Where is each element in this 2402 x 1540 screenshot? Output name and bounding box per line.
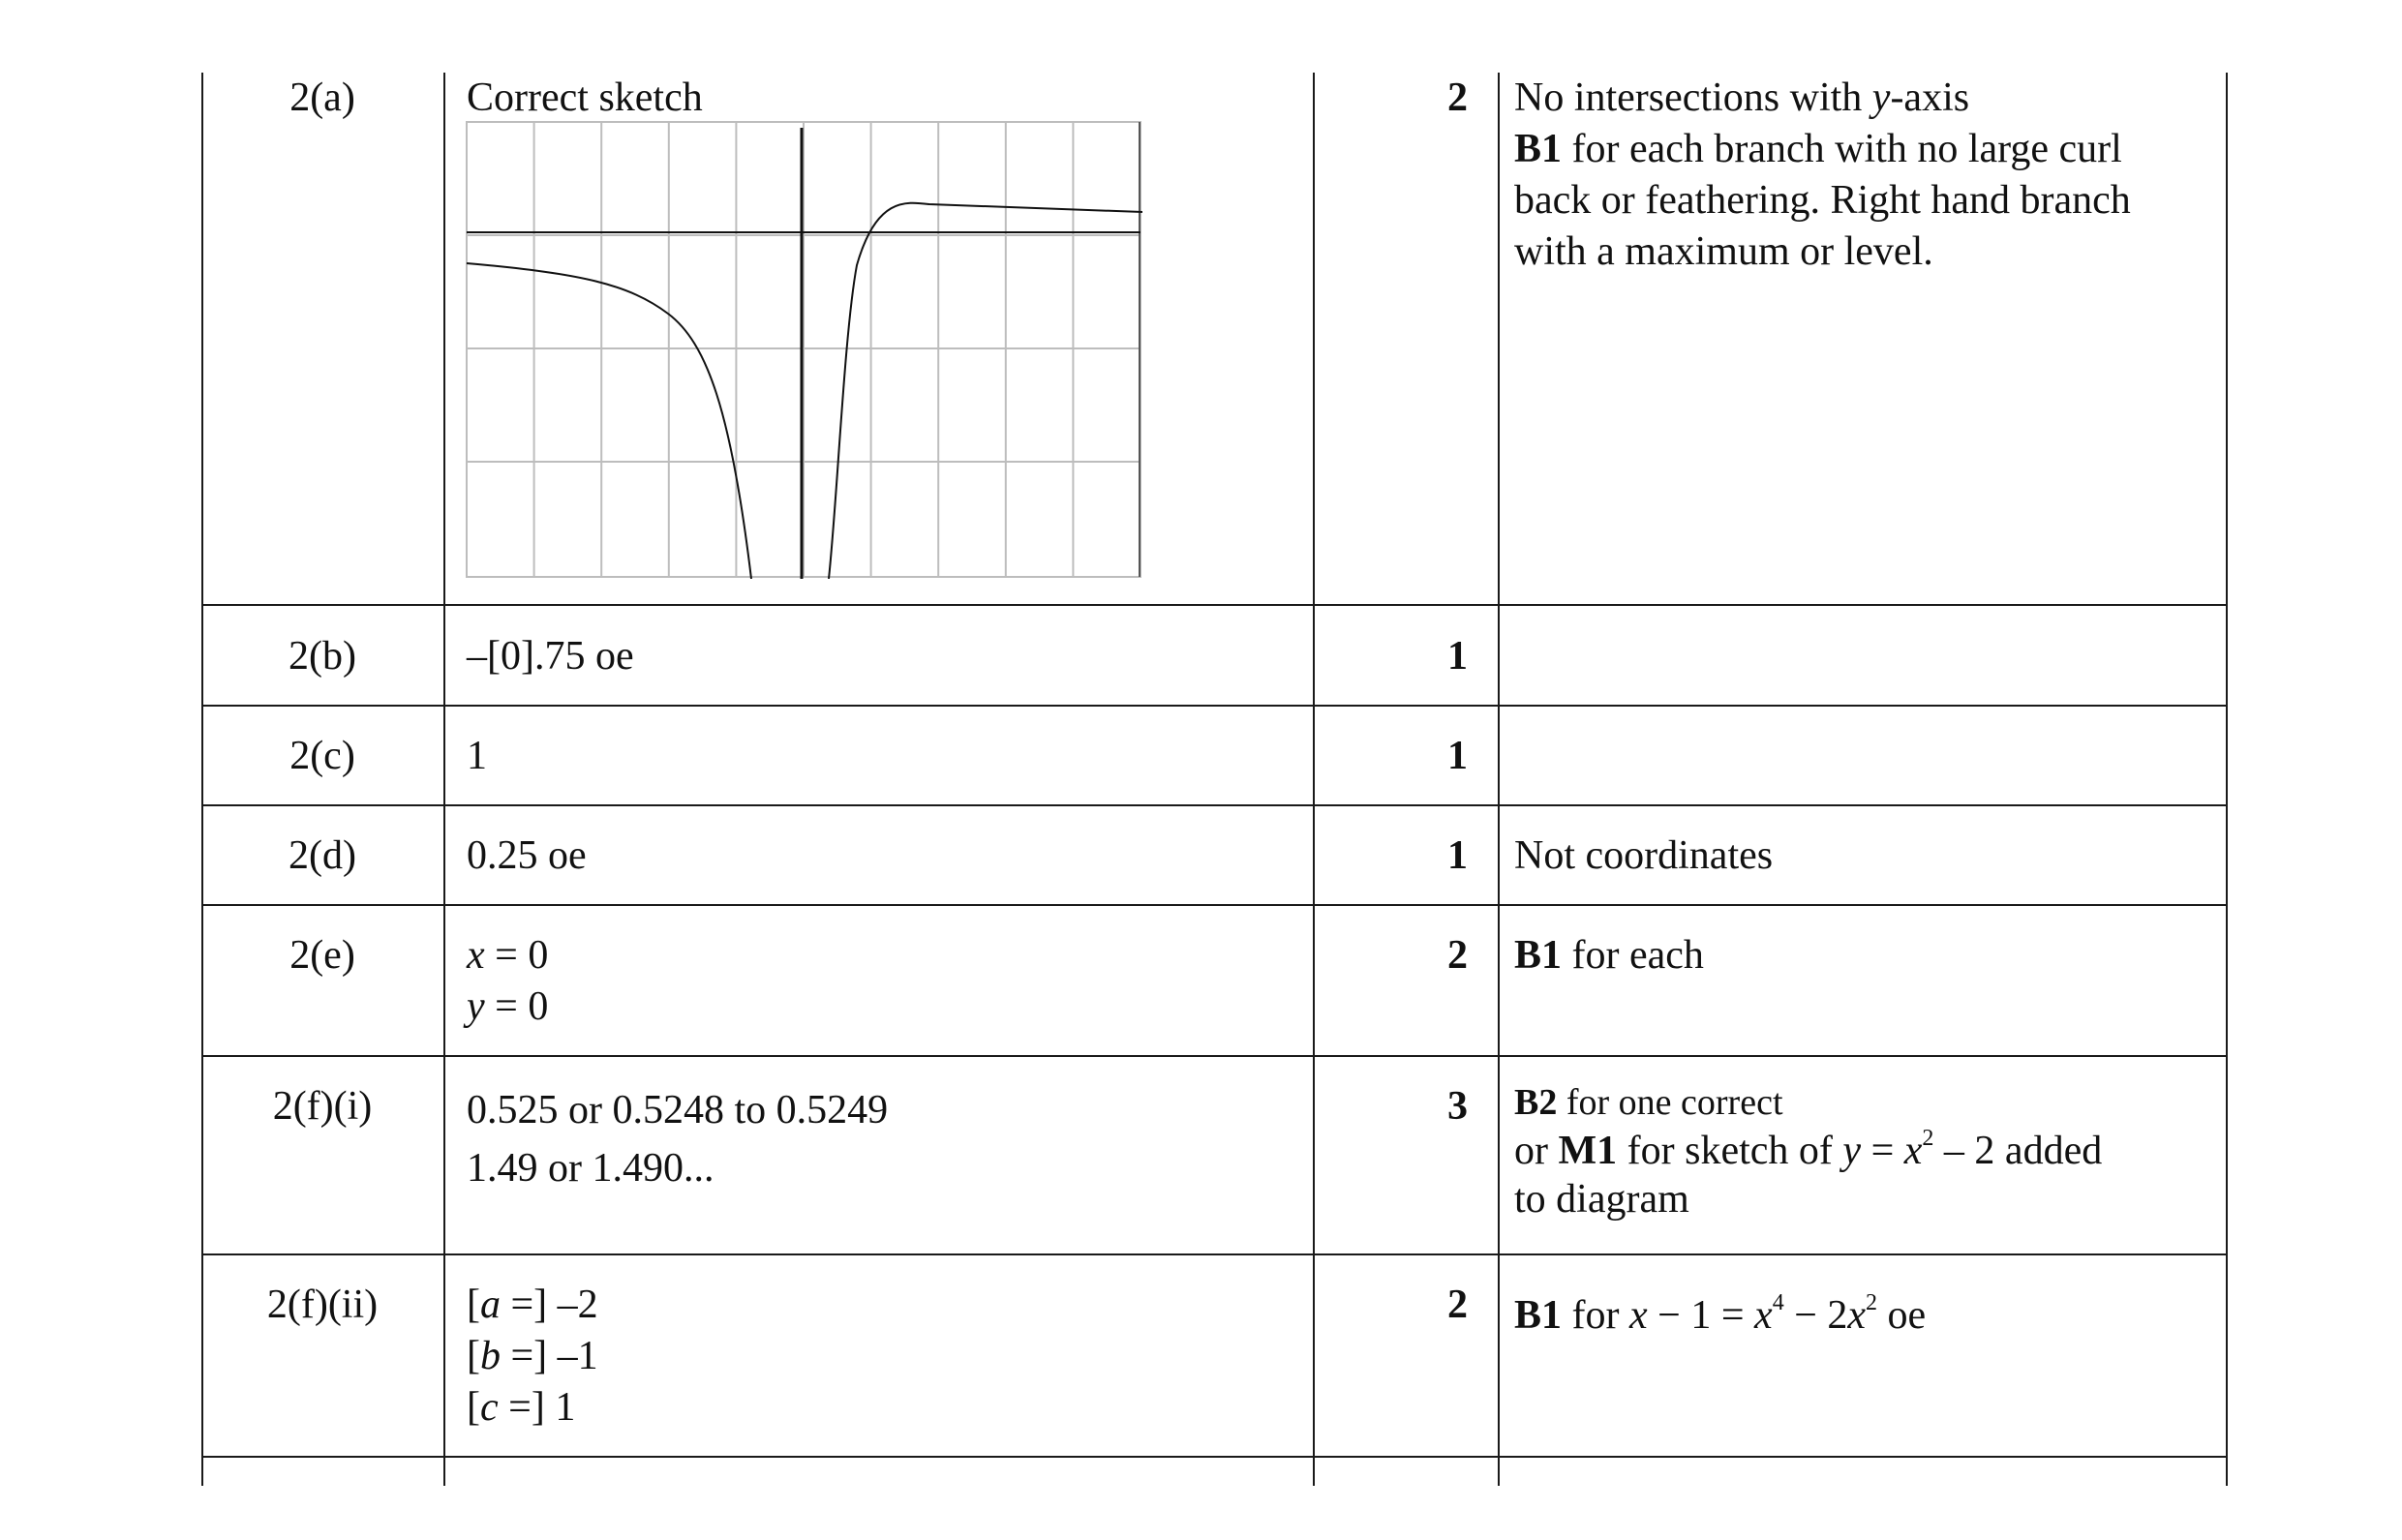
part-label: 2(a)	[289, 75, 355, 120]
answer-text: [a =] –2 [b =] –1 [c =] 1	[467, 1283, 598, 1430]
mark-value: 1	[1447, 734, 1468, 778]
part-label: 2(e)	[289, 933, 355, 978]
answer-text: –[0].75 oe	[467, 634, 634, 679]
part-label: 2(f)(i)	[272, 1084, 373, 1129]
row-divider	[201, 1456, 2228, 1458]
row-divider	[201, 604, 2228, 606]
mark-value: 3	[1447, 1084, 1468, 1129]
row-divider	[201, 904, 2228, 906]
answer-text: Correct sketch	[467, 75, 703, 120]
table-border-col3	[1313, 73, 1315, 1486]
mark-value: 1	[1447, 833, 1468, 878]
sketch-grid	[467, 122, 1140, 577]
part-label: 2(b)	[289, 634, 356, 679]
part-label: 2(f)(ii)	[266, 1283, 379, 1327]
left-branch-curve	[467, 263, 751, 579]
row-divider	[201, 1055, 2228, 1057]
right-branch-curve	[829, 203, 1142, 579]
answer-text: 0.25 oe	[467, 833, 587, 878]
guidance-text: B2 for one correct or M1 for sketch of $y = x^2 - 2$ added to diagram	[1514, 1082, 2103, 1222]
row-divider	[201, 804, 2228, 806]
table-border-col2	[443, 73, 445, 1486]
table-border-right	[2226, 73, 2228, 1486]
row-divider	[201, 1253, 2228, 1255]
guidance-text: No intersections with y-axis B1 for each branch with no large curl back or feathering. Right hand branch with a maximum or level.	[1514, 75, 2131, 274]
guidance-text: B1 for each	[1514, 933, 1704, 978]
mark-value: 2	[1447, 1283, 1468, 1327]
mark-value: 2	[1447, 75, 1468, 120]
guidance-text: B1 for $x - 1 = x^4 - 2x^2$ oe	[1514, 1290, 1927, 1338]
part-label: 2(c)	[289, 734, 355, 778]
table-border-col4	[1498, 73, 1500, 1486]
mark-value: 1	[1447, 634, 1468, 679]
guidance-text: Not coordinates	[1514, 833, 1774, 878]
answer-text: 1	[467, 734, 487, 778]
correct-sketch-graph	[465, 120, 1142, 579]
answer-text: x = 0 y = 0	[467, 933, 549, 1029]
answer-text: 0.525 or 0.5248 to 0.5249 1.49 or 1.490...	[467, 1088, 889, 1191]
part-label: 2(d)	[289, 833, 356, 878]
mark-value: 2	[1447, 933, 1468, 978]
row-divider	[201, 705, 2228, 707]
